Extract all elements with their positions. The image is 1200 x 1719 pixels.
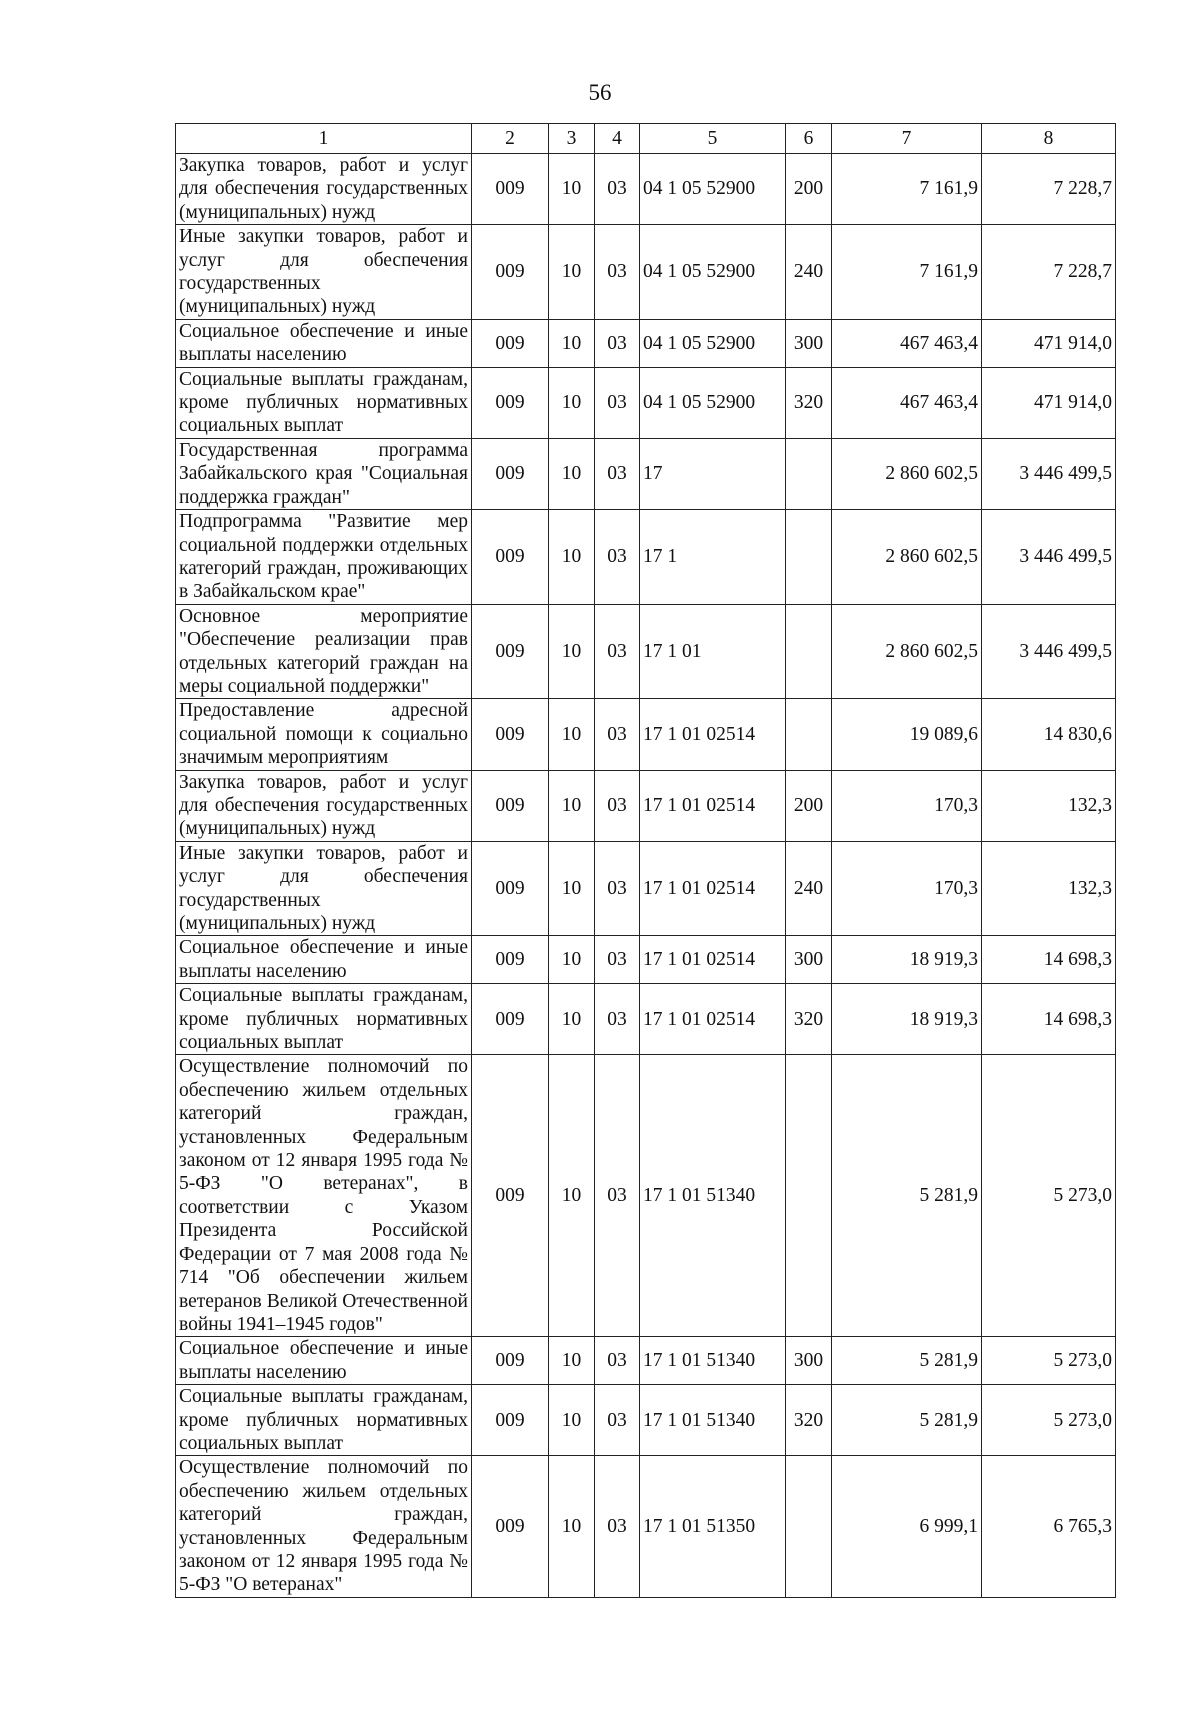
section-code: 10 — [549, 841, 595, 936]
subsection-code: 03 — [595, 367, 640, 438]
budget-table — [175, 123, 1116, 1598]
amount-col7: 5 281,9 — [832, 1337, 982, 1385]
section-code: 10 — [549, 936, 595, 984]
expense-type-code: 300 — [786, 319, 832, 367]
amount-col7: 18 919,3 — [832, 936, 982, 984]
row-description: Подпрограмма "Развитие мер социальной поддержки отдельных категорий граждан, проживающих в Забайкальском крае" — [176, 510, 472, 605]
section-code: 10 — [549, 510, 595, 605]
target-article-code: 17 1 — [640, 510, 786, 605]
admin-code: 009 — [472, 1337, 549, 1385]
target-article-code: 17 1 01 02514 — [640, 841, 786, 936]
admin-code: 009 — [472, 1055, 549, 1337]
admin-code: 009 — [472, 699, 549, 770]
subsection-code: 03 — [595, 319, 640, 367]
table-row — [176, 367, 1116, 438]
table-row — [176, 1055, 1116, 1337]
target-article-code: 17 — [640, 438, 786, 509]
row-description: Иные закупки товаров, работ и услуг для обеспечения государственных (муниципальных) нужд — [176, 225, 472, 320]
section-code: 10 — [549, 604, 595, 699]
admin-code: 009 — [472, 319, 549, 367]
target-article-code: 17 1 01 02514 — [640, 984, 786, 1055]
section-code: 10 — [549, 225, 595, 320]
section-code: 10 — [549, 1337, 595, 1385]
expense-type-code: 240 — [786, 225, 832, 320]
admin-code: 009 — [472, 154, 549, 225]
column-header: 2 — [472, 124, 549, 154]
expense-type-code — [786, 438, 832, 509]
amount-col7: 7 161,9 — [832, 154, 982, 225]
amount-col8: 7 228,7 — [982, 225, 1116, 320]
amount-col7: 2 860 602,5 — [832, 604, 982, 699]
table-row — [176, 510, 1116, 605]
expense-type-code: 300 — [786, 1337, 832, 1385]
target-article-code: 04 1 05 52900 — [640, 319, 786, 367]
column-header: 3 — [549, 124, 595, 154]
section-code: 10 — [549, 1385, 595, 1456]
table-row — [176, 770, 1116, 841]
row-description: Закупка товаров, работ и услуг для обеспечения государственных (муниципальных) нужд — [176, 770, 472, 841]
section-code: 10 — [549, 319, 595, 367]
amount-col8: 471 914,0 — [982, 367, 1116, 438]
expense-type-code: 200 — [786, 770, 832, 841]
column-header: 6 — [786, 124, 832, 154]
subsection-code: 03 — [595, 1385, 640, 1456]
admin-code: 009 — [472, 367, 549, 438]
row-description: Основное мероприятие "Обеспечение реализации прав отдельных категорий граждан на меры социальной поддержки" — [176, 604, 472, 699]
amount-col7: 6 999,1 — [832, 1456, 982, 1597]
table-row — [176, 438, 1116, 509]
admin-code: 009 — [472, 984, 549, 1055]
amount-col8: 5 273,0 — [982, 1055, 1116, 1337]
amount-col8: 7 228,7 — [982, 154, 1116, 225]
row-description: Осуществление полномочий по обеспечению жильем отдельных категорий граждан, установленных Федеральным законом от 12 января 1995 года № 5-ФЗ "О ветеранах" — [176, 1456, 472, 1597]
target-article-code: 17 1 01 51340 — [640, 1337, 786, 1385]
amount-col8: 5 273,0 — [982, 1385, 1116, 1456]
subsection-code: 03 — [595, 510, 640, 605]
amount-col8: 14 698,3 — [982, 936, 1116, 984]
section-code: 10 — [549, 438, 595, 509]
expense-type-code: 300 — [786, 936, 832, 984]
admin-code: 009 — [472, 936, 549, 984]
row-description: Социальное обеспечение и иные выплаты населению — [176, 319, 472, 367]
expense-type-code: 240 — [786, 841, 832, 936]
row-description: Социальное обеспечение и иные выплаты населению — [176, 1337, 472, 1385]
subsection-code: 03 — [595, 1055, 640, 1337]
table-row — [176, 604, 1116, 699]
section-code: 10 — [549, 984, 595, 1055]
row-description: Осуществление полномочий по обеспечению жильем отдельных категорий граждан, установленных Федеральным законом от 12 января 1995 года № 5-ФЗ "О ветеранах", в соответствии с Указом Президента Российской Федерации от 7 мая 2008 года № 714 "Об обеспечении жильем ветеранов Великой Отечественной войны 1941–1945 годов" — [176, 1055, 472, 1337]
expense-type-code: 320 — [786, 367, 832, 438]
expense-type-code — [786, 604, 832, 699]
table-row — [176, 984, 1116, 1055]
section-code: 10 — [549, 1055, 595, 1337]
amount-col7: 170,3 — [832, 841, 982, 936]
expense-type-code — [786, 1055, 832, 1337]
subsection-code: 03 — [595, 154, 640, 225]
subsection-code: 03 — [595, 1456, 640, 1597]
subsection-code: 03 — [595, 225, 640, 320]
amount-col8: 3 446 499,5 — [982, 510, 1116, 605]
section-code: 10 — [549, 1456, 595, 1597]
target-article-code: 17 1 01 51340 — [640, 1385, 786, 1456]
admin-code: 009 — [472, 604, 549, 699]
amount-col7: 19 089,6 — [832, 699, 982, 770]
subsection-code: 03 — [595, 1337, 640, 1385]
target-article-code: 17 1 01 02514 — [640, 936, 786, 984]
header-row — [176, 124, 1116, 154]
row-description: Государственная программа Забайкальского края "Социальная поддержка граждан" — [176, 438, 472, 509]
amount-col7: 2 860 602,5 — [832, 438, 982, 509]
column-header: 7 — [832, 124, 982, 154]
table-row — [176, 154, 1116, 225]
expense-type-code: 200 — [786, 154, 832, 225]
row-description: Предоставление адресной социальной помощи к социально значимым мероприятиям — [176, 699, 472, 770]
row-description: Социальные выплаты гражданам, кроме публичных нормативных социальных выплат — [176, 1385, 472, 1456]
admin-code: 009 — [472, 510, 549, 605]
amount-col7: 467 463,4 — [832, 319, 982, 367]
subsection-code: 03 — [595, 604, 640, 699]
section-code: 10 — [549, 699, 595, 770]
target-article-code: 04 1 05 52900 — [640, 367, 786, 438]
row-description: Социальные выплаты гражданам, кроме публичных нормативных социальных выплат — [176, 367, 472, 438]
admin-code: 009 — [472, 841, 549, 936]
amount-col8: 3 446 499,5 — [982, 604, 1116, 699]
amount-col7: 5 281,9 — [832, 1385, 982, 1456]
amount-col8: 471 914,0 — [982, 319, 1116, 367]
expense-type-code — [786, 1456, 832, 1597]
amount-col7: 170,3 — [832, 770, 982, 841]
table-row — [176, 841, 1116, 936]
column-header: 8 — [982, 124, 1116, 154]
amount-col8: 6 765,3 — [982, 1456, 1116, 1597]
admin-code: 009 — [472, 438, 549, 509]
table-row — [176, 225, 1116, 320]
admin-code: 009 — [472, 225, 549, 320]
amount-col7: 5 281,9 — [832, 1055, 982, 1337]
admin-code: 009 — [472, 1456, 549, 1597]
row-description: Социальные выплаты гражданам, кроме публичных нормативных социальных выплат — [176, 984, 472, 1055]
target-article-code: 17 1 01 51350 — [640, 1456, 786, 1597]
subsection-code: 03 — [595, 936, 640, 984]
admin-code: 009 — [472, 1385, 549, 1456]
expense-type-code: 320 — [786, 984, 832, 1055]
amount-col7: 7 161,9 — [832, 225, 982, 320]
expense-type-code — [786, 510, 832, 605]
target-article-code: 17 1 01 02514 — [640, 699, 786, 770]
target-article-code: 04 1 05 52900 — [640, 154, 786, 225]
expense-type-code: 320 — [786, 1385, 832, 1456]
subsection-code: 03 — [595, 984, 640, 1055]
section-code: 10 — [549, 154, 595, 225]
table-row — [176, 699, 1116, 770]
table-row — [176, 1456, 1116, 1597]
page-number: 56 — [588, 80, 612, 105]
section-code: 10 — [549, 367, 595, 438]
table-row — [176, 319, 1116, 367]
admin-code: 009 — [472, 770, 549, 841]
column-header: 4 — [595, 124, 640, 154]
target-article-code: 17 1 01 51340 — [640, 1055, 786, 1337]
amount-col8: 14 698,3 — [982, 984, 1116, 1055]
amount-col8: 3 446 499,5 — [982, 438, 1116, 509]
column-header: 5 — [640, 124, 786, 154]
amount-col7: 18 919,3 — [832, 984, 982, 1055]
subsection-code: 03 — [595, 841, 640, 936]
amount-col8: 132,3 — [982, 770, 1116, 841]
target-article-code: 17 1 01 02514 — [640, 770, 786, 841]
target-article-code: 17 1 01 — [640, 604, 786, 699]
expense-type-code — [786, 699, 832, 770]
subsection-code: 03 — [595, 699, 640, 770]
table-row — [176, 1385, 1116, 1456]
row-description: Социальное обеспечение и иные выплаты населению — [176, 936, 472, 984]
amount-col8: 5 273,0 — [982, 1337, 1116, 1385]
amount-col8: 132,3 — [982, 841, 1116, 936]
row-description: Иные закупки товаров, работ и услуг для обеспечения государственных (муниципальных) нужд — [176, 841, 472, 936]
target-article-code: 04 1 05 52900 — [640, 225, 786, 320]
row-description: Закупка товаров, работ и услуг для обеспечения государственных (муниципальных) нужд — [176, 154, 472, 225]
subsection-code: 03 — [595, 438, 640, 509]
section-code: 10 — [549, 770, 595, 841]
table-row — [176, 1337, 1116, 1385]
subsection-code: 03 — [595, 770, 640, 841]
column-header: 1 — [176, 124, 472, 154]
amount-col8: 14 830,6 — [982, 699, 1116, 770]
amount-col7: 467 463,4 — [832, 367, 982, 438]
amount-col7: 2 860 602,5 — [832, 510, 982, 605]
table-row — [176, 936, 1116, 984]
